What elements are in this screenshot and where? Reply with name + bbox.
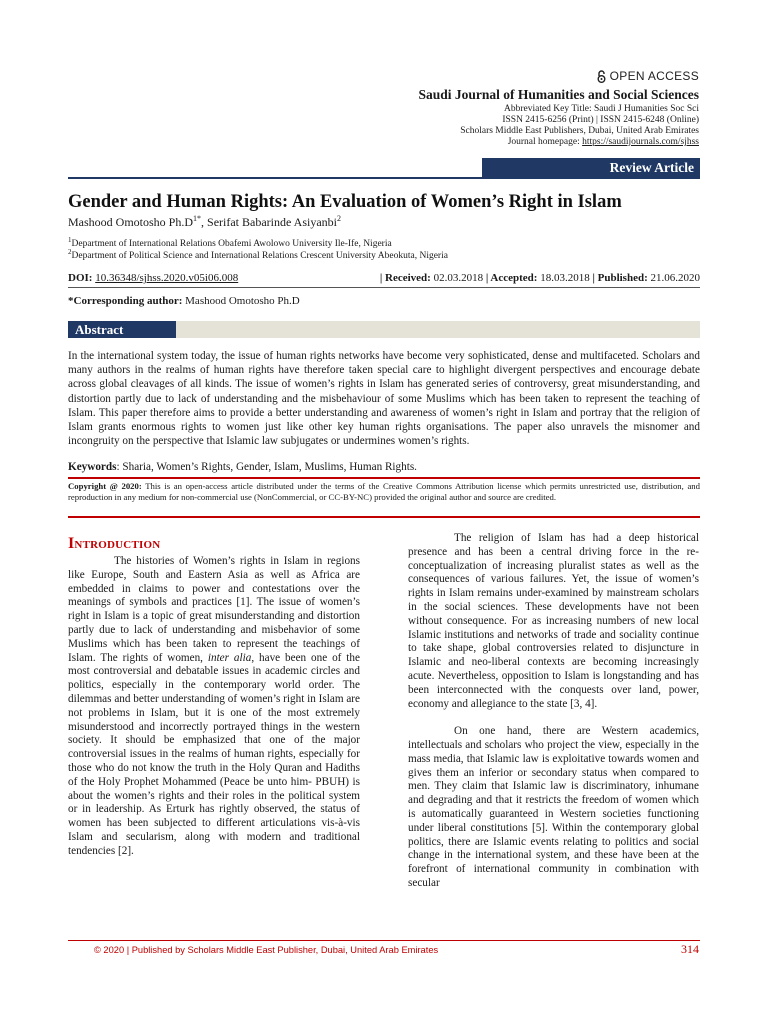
homepage-label: Journal homepage:: [507, 137, 583, 147]
published-date: 21.06.2020: [650, 272, 700, 284]
left-column: [68, 555, 360, 859]
page-number: 314: [681, 942, 699, 956]
affiliation-1-text: Department of International Relations Obafemi Awolowo University Ile-Ife, Nigeria: [71, 239, 392, 250]
affiliation-2-mark: 2: [68, 248, 72, 256]
header-divider: [68, 177, 700, 179]
right-paragraph-2: On one hand, there are Western academics, intellectuals and scholars who project the view, especially in the mass media, that Islamic law is exploitative towards women and gives them an inferior or secondary status when compared to men. They claim that Islamic law is discriminatory, inhumane and degrading and that it restricts the freedom of women which is automatically guaranteed in Western societies functioning under liberal constitutions [5]. Within the contemporary global politics, there are Islamic events relating to politics and social change in the international system, and these have been at the forefront of international community in combination with secular: [408, 725, 699, 889]
affiliation-2-text: Department of Political Science and International Relations Crescent University Abeokuta, Nigeria: [71, 251, 448, 262]
authors: [68, 214, 341, 230]
doi-dates-row: [68, 272, 700, 284]
publisher-line: Scholars Middle East Publishers, Dubai, United Arab Emirates: [460, 126, 699, 136]
copyright-text: This is an open-access article distributed under the terms of the Creative Commons Attribution license which permits unrestricted use, distribution, and reproduction in any medium for non-commercial use (NonCommercial, or CC-BY-NC) provided the original author and source are credited.: [68, 481, 700, 502]
open-access-label: OPEN ACCESS: [609, 69, 699, 83]
article-dates: [380, 272, 700, 284]
author-separator: ,: [201, 215, 208, 229]
abbreviated-key-title: Abbreviated Key Title: Saudi J Humanities Soc Sci: [503, 104, 699, 114]
issn-line: ISSN 2415-6256 (Print) | ISSN 2415-6248 (Online): [502, 115, 699, 125]
received-label: | Received:: [379, 272, 431, 284]
keywords-label: Keywords: [68, 461, 117, 473]
footer-divider: [68, 940, 700, 941]
keywords-divider: [68, 477, 700, 479]
doi-label: DOI:: [68, 272, 93, 284]
doi-divider: [68, 287, 700, 288]
keywords-list: : Sharia, Women’s Rights, Gender, Islam, Muslims, Human Rights.: [116, 461, 417, 473]
copyright-notice: [68, 481, 700, 502]
open-lock-icon: [597, 70, 606, 83]
intro-paragraph-1: [68, 555, 360, 859]
author-1: Mashood Omotosho Ph.D: [68, 215, 194, 229]
abstract-text: In the international system today, the issue of human rights networks have become very sophisticated, dense and multifaceted. Scholars and many authors in the realms of human rights have therefore taken special care to highlight divergent perspectives and encourage debate across global cleavages of all kinds. The issue of women’s rights in Islam has generated series of controversy, great misunderstanding, and distortion partly due to lack of understanding and the misbehaviour of some Muslims which has been taken to represent the teaching of Islam. This paper therefore aims to provide a better understanding and awareness of women’s right in Islam and portray that the religion of Islam grants enormous rights to women just like other key human rights organisations. The paper also unravels the misnomer and incongruity on the perspective that Islamic law subjugates or undermines women’s rights.: [68, 350, 700, 448]
author-2: Serifat Babarinde Asiyanbi: [207, 215, 337, 229]
paper-title: Gender and Human Rights: An Evaluation of Women’s Right in Islam: [68, 192, 622, 212]
author-1-affiliation-mark: 1*: [193, 214, 202, 223]
journal-title: Saudi Journal of Humanities and Social Sciences: [418, 87, 699, 102]
affiliation-2: [68, 248, 448, 261]
homepage-link[interactable]: https://saudijournals.com/sjhss: [582, 137, 699, 147]
right-paragraph-1: The religion of Islam has had a deep historical presence and has been a central driving force in the re-conceptualization of increasing pluralist states as well as the consequences of various failures. Yet, the issue of women’s rights in Islam remains under-examined by mainstream scholars in the social sciences. These developments have not been without consequence. For as increasing numbers of new local Islamic institutions and networks of trade and sociality continue to take shape, global controversies related to disjuncture in Islamic and neo-liberal contexts are becoming increasingly acute. Nevertheless, opposition to Islam is longstanding and has been interconnected with the conquests over land, power, economy and allegiance to the state [3, 4].: [408, 532, 699, 710]
open-access-badge: [597, 69, 699, 83]
copyright-label: Copyright @ 2020:: [68, 481, 142, 491]
abstract-heading: Abstract: [68, 321, 176, 338]
doi-link[interactable]: 10.36348/sjhss.2020.v05i06.008: [95, 272, 239, 284]
author-2-affiliation-mark: 2: [336, 214, 341, 223]
accepted-date: 18.03.2018: [540, 272, 590, 284]
published-label: | Published:: [592, 272, 648, 284]
copyright-divider: [68, 516, 700, 518]
journal-homepage: [508, 137, 699, 148]
introduction-heading: Introduction: [68, 535, 161, 552]
intro-paragraph-1-part-b: , have been one of the most controversial and debatable issues in academic circles and politics, especially in the contemporary world order. The dilemmas and better understanding of women’s right in Islam are not problems in Islam, but it is one of the most extremely misunderstood and incorrectly portrayed things in the western society. It should be emphasized that one of the major controversial issues in the realms of human rights, especially for those who do not know the truth in the Holy Quran and Hadiths of the Holy Prophet Mohammed (Peace be unto him- PBUH) is about the women’s rights and their roles in the political system or in leadership. As Erturk has rightly observed, the status of women has been subjected to different articulations vis-à-vis Islam and secularism, along with modern and traditional tendencies [2].: [68, 651, 360, 857]
corresponding-author: [68, 295, 300, 307]
footer-publisher-text: © 2020 | Published by Scholars Middle East Publisher, Dubai, United Arab Emirates: [94, 945, 439, 955]
intro-paragraph-1-part-a: The histories of Women’s rights in Islam in regions like Europe, South and Eastern Asia as well as Africa are embedded in claims to power and contestations over the meanings of symbols and practices [1]. The issue of women’s right in Islam is a topic of great misunderstanding and distortion partly due to lack of understanding and misbehavior of some Muslims which has been taken to represent the teachings of Islam. The rights of women,: [68, 555, 360, 664]
corresponding-author-name: Mashood Omotosho Ph.D: [185, 295, 300, 307]
received-date: 02.03.2018: [433, 272, 484, 284]
intro-paragraph-1-italic: inter alia: [207, 651, 252, 664]
keywords: [68, 461, 700, 473]
accepted-label: | Accepted:: [485, 272, 538, 284]
corresponding-author-label: *Corresponding author:: [68, 295, 183, 307]
right-column: [408, 532, 699, 891]
article-type-banner: Review Article: [482, 158, 700, 178]
affiliation-1-mark: 1: [68, 236, 72, 244]
